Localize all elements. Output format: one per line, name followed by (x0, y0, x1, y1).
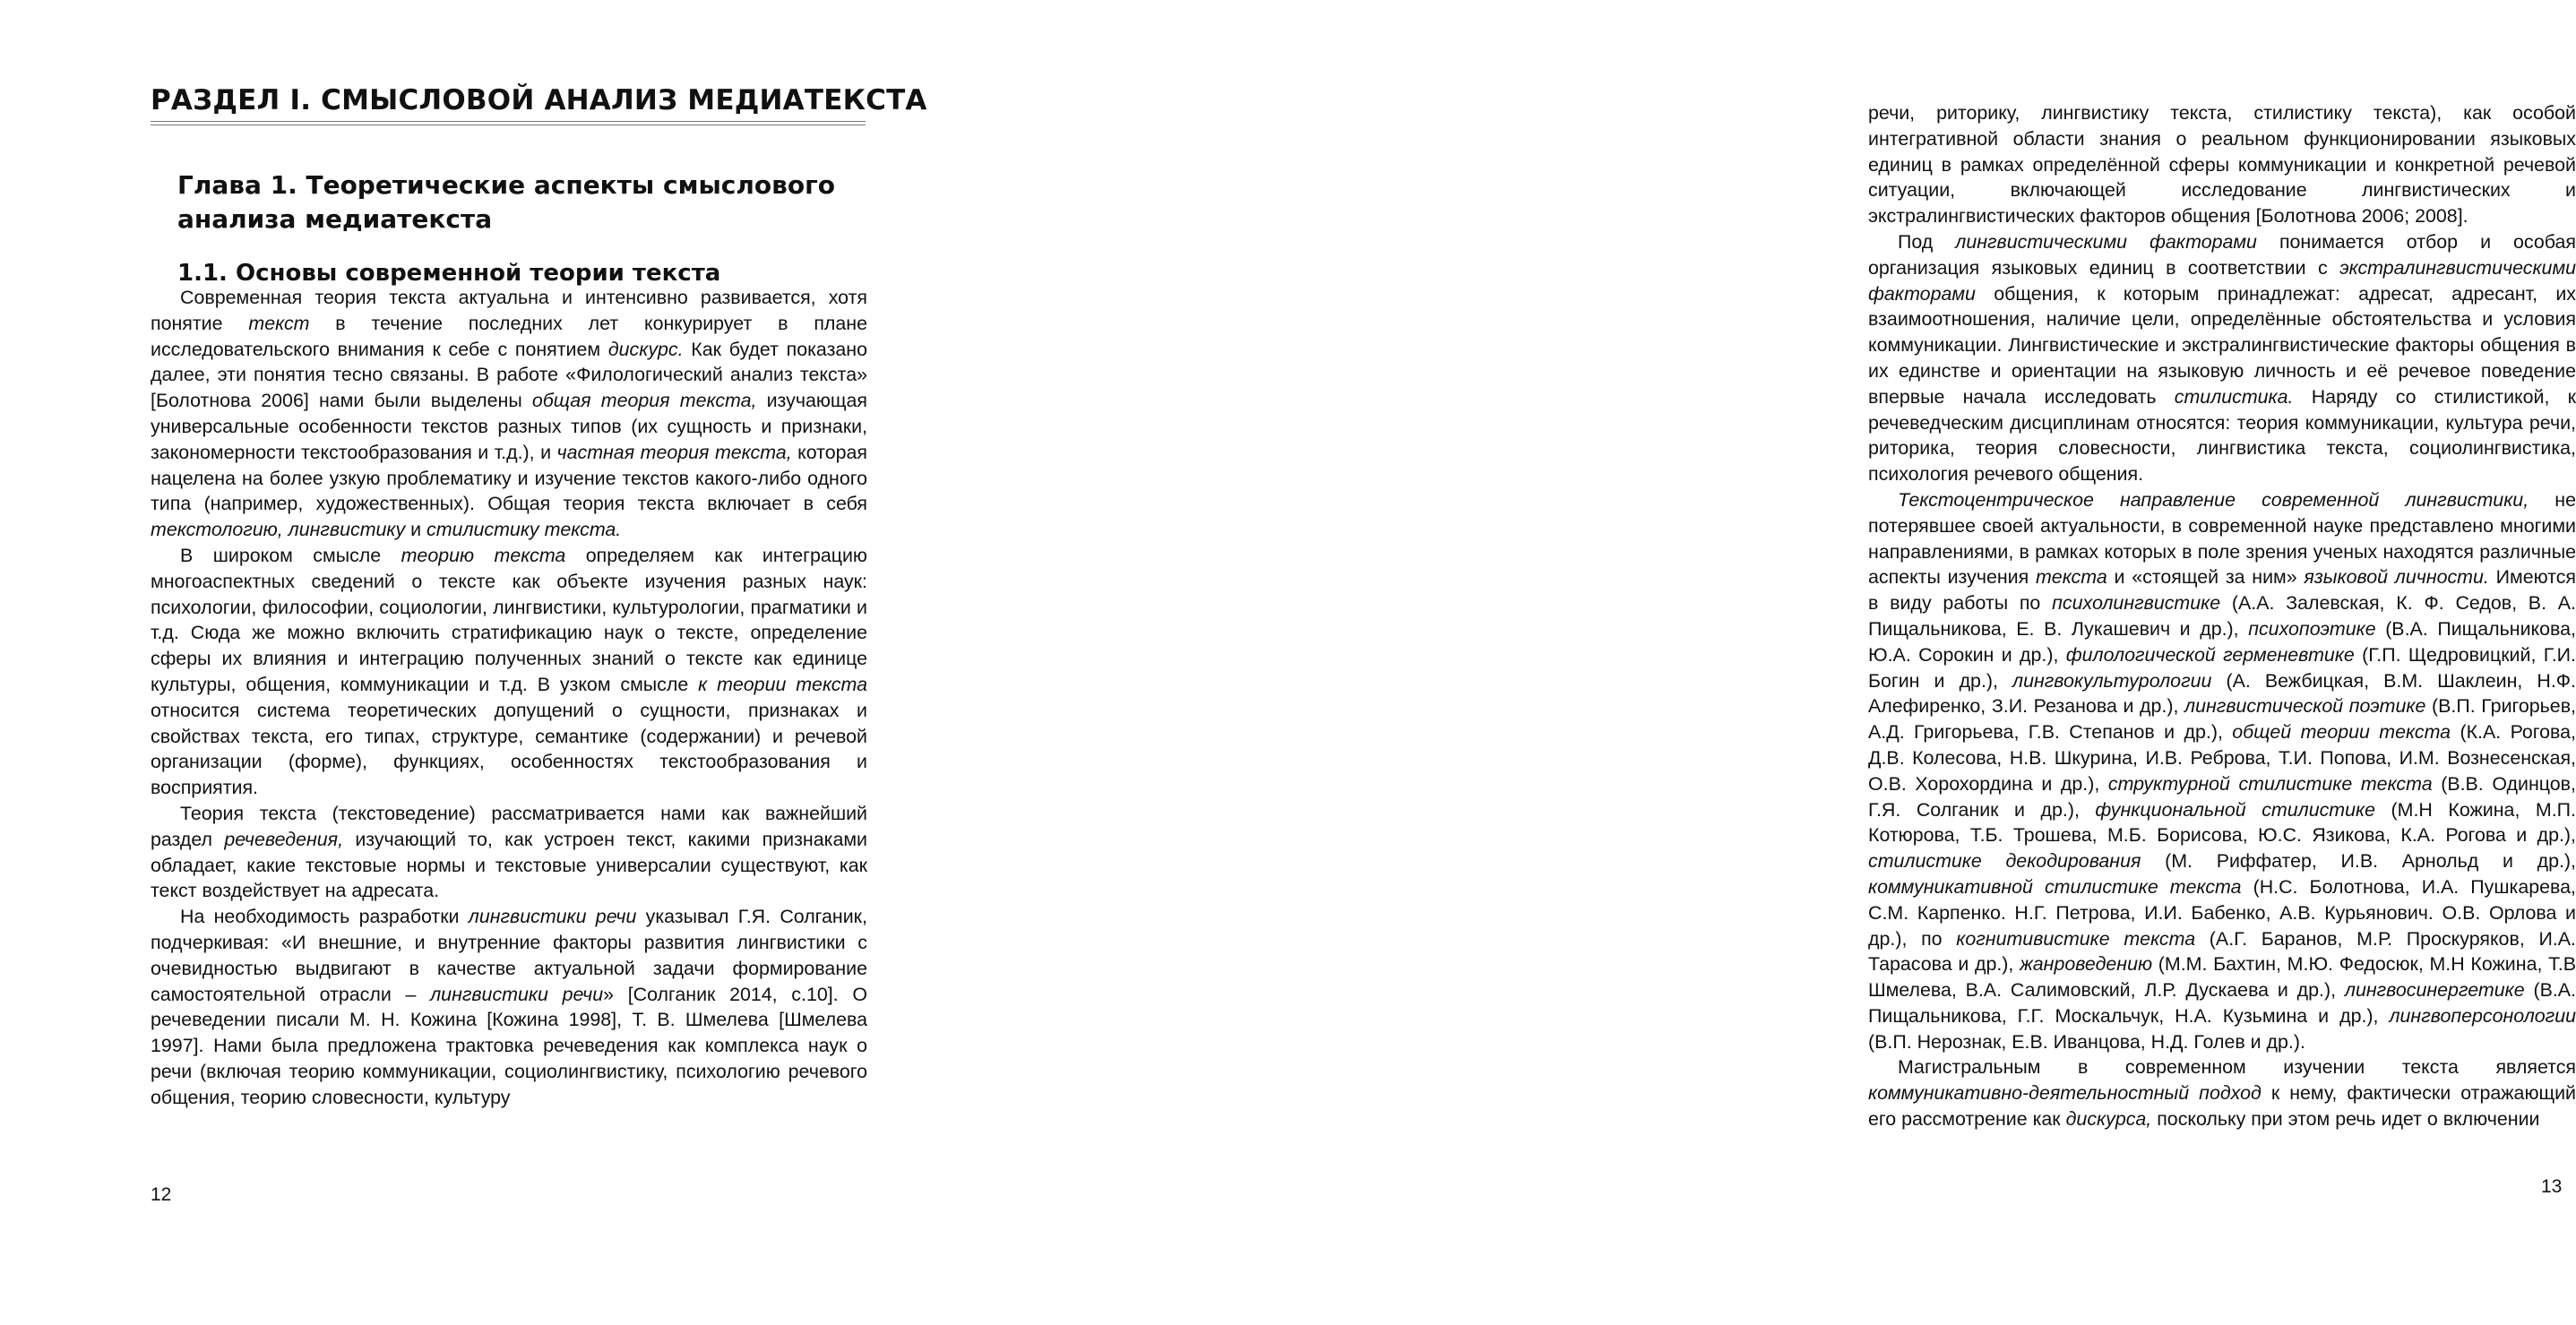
italic-term: функциональной стилистике (2095, 798, 2375, 821)
italic-term: стилистика. (2174, 385, 2294, 408)
page-number: 13 (2541, 1176, 2563, 1197)
left-page (0, 0, 927, 1325)
paragraph: Современная теория текста актуальна и интенсивно развивается, хотя понятие текст в течение последних лет конкурирует в плане исследовательского внимания к себе с понятием дискурс. Как будет показано далее, эти понятия тесно связаны. В работе «Филологический анализ текста» [Болотнова 2006] нами были выделены общая теория текста, изучающая универсальные особенности текстов разных типов (их сущность и признаки, закономерности текстообразования и т.д.), и частная теория текста, которая нацелена на более узкую проблематику и изучение текстов какого-либо одного типа (например, художественных). Общая теория текста включает в себя текстологию, лингвистику и стилистику текста. (151, 287, 868, 541)
italic-term: лингвокультурологии (2012, 669, 2212, 692)
paragraph: речи, риторику, лингвистику текста, стилистику текста), как особой интегративной области знания о реальном функционировании языковых единиц в рамках определённой сферы коммуникации и конкретной речевой ситуации, включающей исследование лингвистических и экстралингвистических факторов общения [Болотнова 2006; 2008]. (1868, 102, 2576, 228)
italic-term: Текстоцентрическое направление современной лингвистики, (1898, 488, 2529, 511)
italic-term: структурной стилистике текста (2107, 772, 2433, 795)
section-divider (151, 121, 866, 125)
italic-term: общей теории текста (2232, 721, 2451, 744)
paragraph: Теория текста (текстоведение) рассматривается нами как важнейший раздел речеведения, изучающий то, как устроен текст, какими признаками обладает, какие текстовые нормы и текстовые универсалии существуют, как текст воздействует на адресата. (151, 802, 867, 902)
italic-term: лингвоперсонологии (2389, 1004, 2576, 1027)
italic-term: частная теория текста, (556, 441, 792, 463)
italic-term: текстологию, лингвистику (151, 519, 406, 541)
italic-term: экстралингвистическими факторами (1868, 256, 2576, 305)
italic-term: к теории текста (698, 673, 867, 695)
paragraph: Магистральным в современном изучении текста является коммуникативно-деятельностный подход к нему, фактически отражающий его рассмотрение как дискурса, поскольку при этом речь идет о включении (1868, 1056, 2576, 1131)
italic-term: лингвосинергетике (2344, 979, 2525, 1002)
italic-term: дискурса, (2065, 1108, 2152, 1131)
italic-term: лингвистической поэтике (2184, 695, 2426, 718)
italic-term: стилистику текста. (426, 519, 622, 541)
page-number: 12 (151, 1184, 172, 1205)
italic-term: когнитивистике текста (1956, 927, 2196, 950)
paragraph: На необходимость разработки лингвистики речи указывал Г.Я. Солганик, подчеркивая: «И внешние, и внутренние факторы развития лингвистики с очевидностью выдвигают в качестве актуальной задачи формирование самостоятельной отрасли – лингвистики речи» [Солганик 2014, с.10]. О речеведении писали М. Н. Кожина [Кожина 1998], Т. В. Шмелева [Шмелева 1997]. Нами была предложена трактовка речеведения как комплекса наук о речи (включая теорию коммуникации, социолингвистику, психологию речевого общения, теорию словесности, культуру (151, 906, 867, 1108)
italic-term: коммуникативной стилистике текста (1868, 875, 2242, 898)
italic-term: дискурс. (607, 338, 684, 360)
italic-term: психопоэтике (2248, 617, 2376, 640)
italic-term: коммуникативно-деятельностный подход (1868, 1082, 2262, 1105)
subsection-title: 1.1. Основы современной теории текста (177, 260, 721, 287)
paragraph: Текстоцентрическое направление современной лингвистики, не потерявшее своей актуальности, в современной науке представлено многими направлениями, в рамках которых в поле зрения ученых находятся различные аспекты изучения текста и «стоящей за ним» языковой личности. Имеются в виду работы по психолингвистике (А.А. Залевская, К. Ф. Седов, В. А. Пищальникова, Е. В. Лукашевич и др.), психопоэтике (В.А. Пищальникова, Ю.А. Сорокин и др.), филологической герменевтике (Г.П. Щедровицкий, Г.И. Богин и др.), лингвокультурологии (А. Вежбицкая, В.М. Шаклеин, Н.Ф. Алефиренко, З.И. Резанова и др.), лингвистической поэтике (В.П. Григорьев, А.Д. Григорьева, Г.В. Степанов и др.), общей теории текста (К.А. Рогова, Д.В. Колесова, Н.В. Шкурина, И.В. Реброва, Т.И. Попова, И.М. Вознесенская, О.В. Хорохордина и др.), структурной стилистике текста (В.В. Одинцов, Г.Я. Солганик и др.), функциональной стилистике (М.Н Кожина, М.П. Котюрова, Т.Б. Трошева, М.Б. Борисова, Ю.С. Язикова, К.А. Рогова и др.), стилистике декодирования (М. Риффатер, И.В. Арнольд и др.), коммуникативной стилистике текста (Н.С. Болотнова, И.А. Пушкарева, С.М. Карпенко. Н.Г. Петрова, И.И. Бабенко, А.В. Курьянович. О.В. Орлова и др.), по когнитивистике текста (А.Г. Баранов, М.Р. Проскуряков, И.А. Тарасова и др.), жанроведению (М.М. Бахтин, М.Ю. Федосюк, М.Н Кожина, Т.В Шмелева, В.А. Салимовский, Л.Р. Дускаева и др.), лингвосинергетике (В.А. Пищальникова, Г.Г. Москальчук, Н.А. Кузьмина и др.), лингвоперсонологии (В.П. Нерознак, Е.В. Иванцова, Н.Д. Голев и др.). (1868, 488, 2576, 1053)
italic-term: теорию текста (401, 544, 566, 566)
italic-term: жанроведению (2020, 953, 2153, 976)
italic-term: лингвистики речи (468, 906, 637, 928)
section-title: РАЗДЕЛ I. СМЫСЛОВОЙ АНАЛИЗ МЕДИАТЕКСТА (151, 84, 927, 116)
italic-term: речеведения, (224, 828, 344, 850)
italic-term: общая теория текста, (531, 390, 757, 412)
paragraph: Под лингвистическими факторами понимается отбор и особая организация языковых единиц в соответствии с экстралингвистическими факторами общения, к которым принадлежат: адресат, адресант, их взаимоотношения, наличие цели, определённые обстоятельства и условия коммуникации. Лингвистические и экстралингвистические факторы общения в их единстве и ориентации на языковую личность и её речевое поведение впервые начала исследовать стилистика. Наряду со стилистикой, к речеведческим дисциплинам относятся: теория коммуникации, культура речи, риторика, теория словесности, лингвистика текста, социолингвистика, психология речевого общения. (1868, 230, 2576, 486)
italic-term: стилистике декодирования (1868, 850, 2141, 873)
right-page (896, 0, 2576, 1325)
paragraph: В широком смысле теорию текста определяем как интеграцию многоаспектных сведений о тексте как объекте изучения разных наук: психологии, философии, социологии, лингвистики, культурологии, прагматики и т.д. Сюда же можно включить стратификацию наук о тексте, определение сферы их влияния и интеграцию полученных знаний о тексте как единице культуры, общения, коммуникации и т.д. В узком смысле к теории текста относится система теоретических допущений о сущности, признаках и свойствах текста, его типах, структуре, семантике (содержании) и речевой организации (форме), функциях, особенностях текстообразования и восприятия. (151, 544, 867, 799)
italic-term: текста (2035, 566, 2107, 589)
italic-term: языковой личности. (2304, 566, 2489, 589)
italic-term: психолингвистике (2052, 592, 2221, 615)
italic-term: текст (248, 312, 310, 334)
left-body-text (151, 285, 867, 1111)
chapter-title: Глава 1. Теоретические аспекты смыслового анализа медиатекста (177, 170, 835, 234)
italic-term: лингвистическими факторами (1955, 230, 2257, 253)
right-body-text (1868, 100, 2576, 1132)
italic-term: лингвистики речи (430, 983, 604, 1005)
italic-term: филологической герменевтике (2065, 643, 2355, 666)
